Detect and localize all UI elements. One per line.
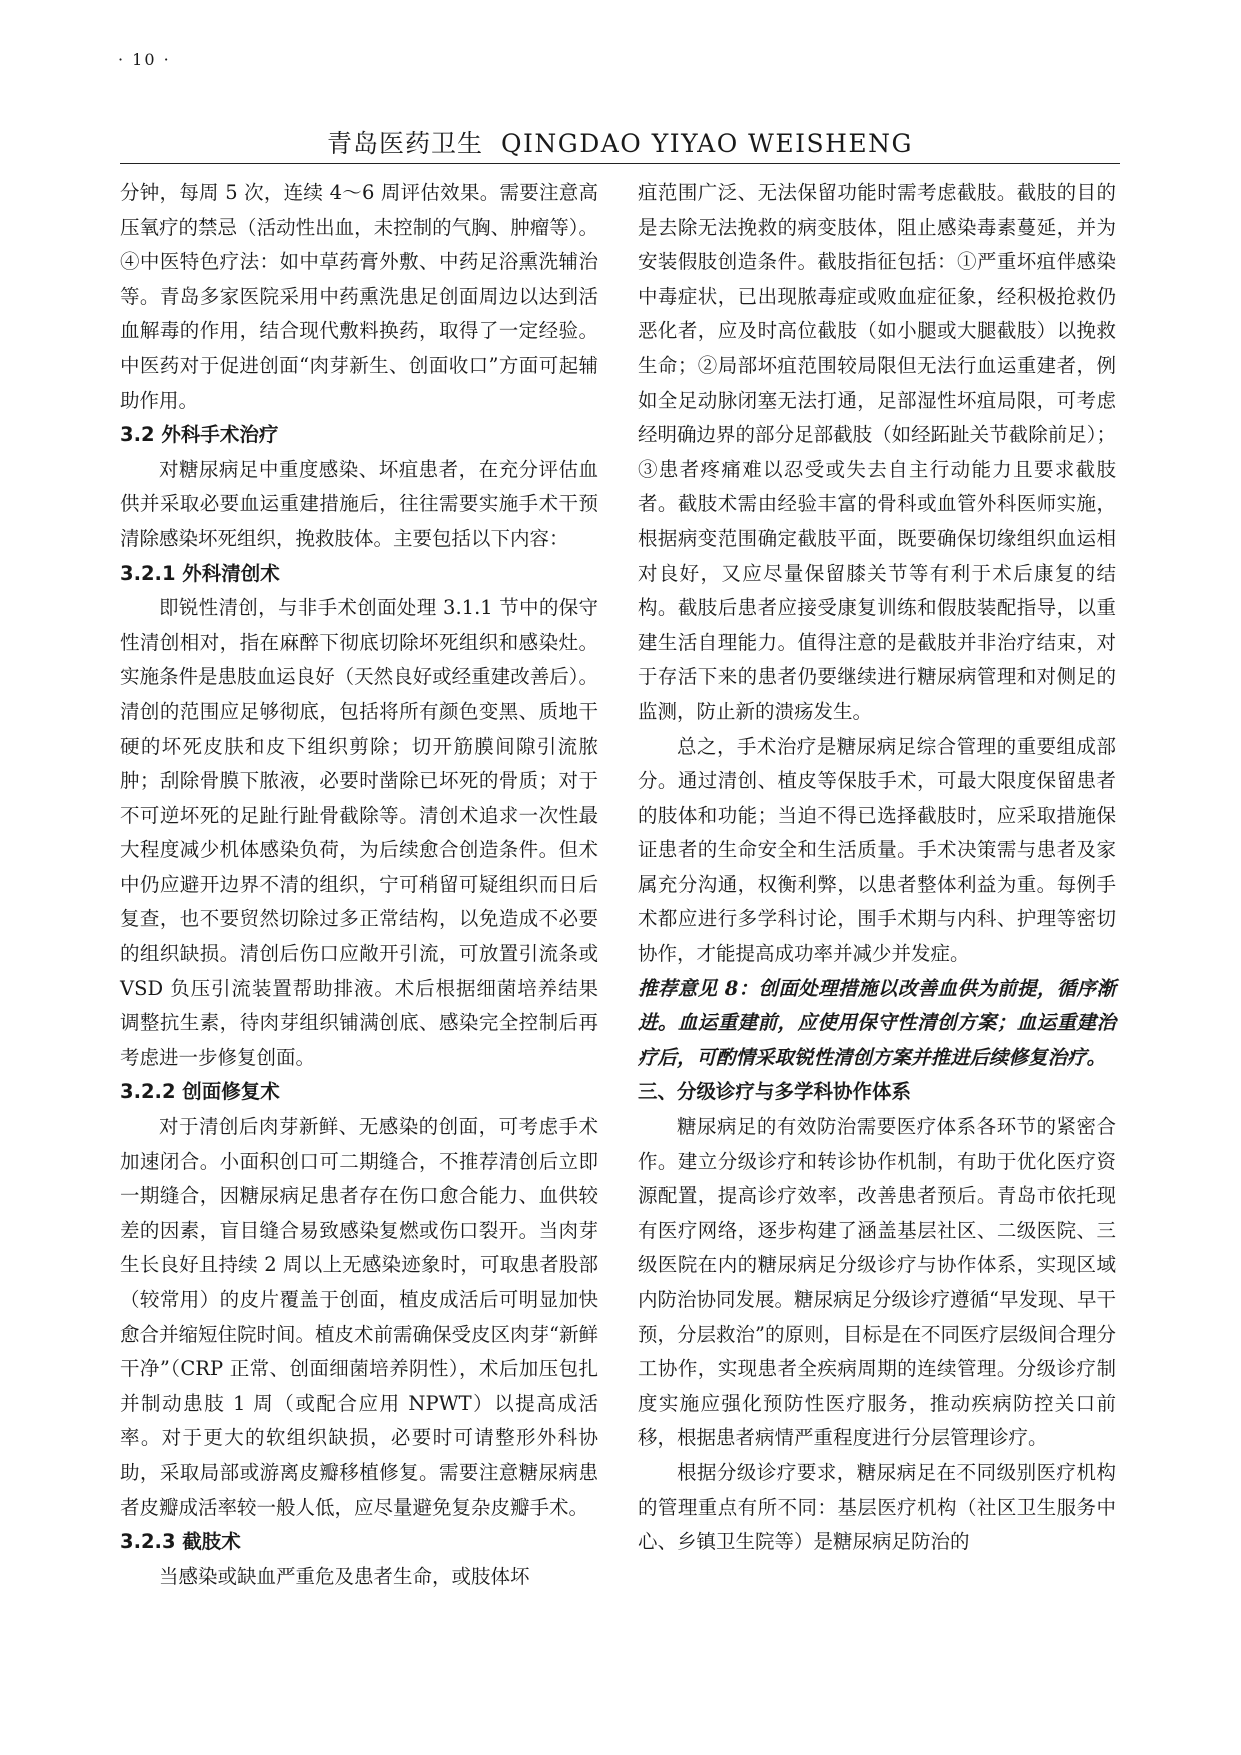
left-column [120, 176, 598, 1594]
right-column [638, 176, 1116, 1560]
paragraph: 对于清创后肉芽新鲜、无感染的创面，可考虑手术加速闭合。小面积创口可二期缝合，不推荐清创后立即一期缝合，因糖尿病足患者存在伤口愈合能力、血供较差的因素，盲目缝合易致感染复燃或伤口裂开。当肉芽生长良好且持续 2 周以上无感染迹象时，可取患者股部（较常用）的皮片覆盖于创面，植皮成活后可明显加快愈合并缩短住院时间。植皮术前需确保受皮区肉芽“新鲜干净”（CRP 正常、创面细菌培养阴性），术后加压包扎并制动患肢 1 周（或配合应用 NPWT）以提高成活率。对于更大的软组织缺损，必要时可请整形外科协助，采取局部或游离皮瓣移植修复。需要注意糖尿病患者皮瓣成活率较一般人低，应尽量避免复杂皮瓣手术。 [120, 1115, 598, 1519]
subsection-heading: 3.2.2 创面修复术 [120, 1080, 280, 1104]
paragraph: 疽范围广泛、无法保留功能时需考虑截肢。截肢的目的是去除无法挽救的病变肢体，阻止感染毒素蔓延，并为安装假肢创造条件。截肢指征包括：①严重坏疽伴感染中毒症状，已出现脓毒症或败血症征象，经积极抢救仍恶化者，应及时高位截肢（如小腿或大腿截肢）以挽救生命；②局部坏疽范围较局限但无法行血运重建者，例如全足动脉闭塞无法打通，足部湿性坏疽局限，可考虑经明确边界的部分足部截肢（如经跖趾关节截除前足）；③患者疼痛难以忍受或失去自主行动能力且要求截肢者。截肢术需由经验丰富的骨科或血管外科医师实施，根据病变范围确定截肢平面，既要确保切缘组织血运相对良好，又应尽量保留膝关节等有利于术后康复的结构。截肢后患者应接受康复训练和假肢装配指导，以重建生活自理能力。值得注意的是截肢并非治疗结束，对于存活下来的患者仍要继续进行糖尿病管理和对侧足的监测，防止新的溃疡发生。 [638, 181, 1116, 723]
subsection-heading: 3.2.1 外科清创术 [120, 561, 280, 585]
paragraph: 根据分级诊疗要求，糖尿病足在不同级别医疗机构的管理重点有所不同：基层医疗机构（社区卫生服务中心、乡镇卫生院等）是糖尿病足防治的 [638, 1460, 1116, 1554]
paragraph: 对糖尿病足中重度感染、坏疽患者，在充分评估血供并采取必要血运重建措施后，往往需要实施手术干预清除感染坏死组织，挽救肢体。主要包括以下内容： [120, 457, 598, 550]
section-heading: 三、分级诊疗与多学科协作体系 [638, 1080, 912, 1104]
header-rule [120, 163, 1120, 164]
section-heading: 3.2 外科手术治疗 [120, 423, 279, 447]
recommendation: 推荐意见 8：创面处理措施以改善血供为前提，循序渐进。血运重建前，应使用保守性清创方案；血运重建治疗后，可酌情采取锐性清创方案并推进后续修复治疗。 [638, 976, 1116, 1069]
paragraph: 当感染或缺血严重危及患者生命，或肢体坏 [159, 1564, 530, 1588]
journal-header [120, 124, 1120, 160]
paragraph: 即锐性清创，与非手术创面处理 3.1.1 节中的保守性清创相对，指在麻醉下彻底切除坏死组织和感染灶。实施条件是患肢血运良好（天然良好或经重建改善后）。清创的范围应足够彻底，包括将所有颜色变黑、质地干硬的坏死皮肤和皮下组织剪除；切开筋膜间隙引流脓肿；刮除骨膜下脓液，必要时凿除已坏死的骨质；对于不可逆坏死的足趾行趾骨截除等。清创术追求一次性最大程度减少机体感染负荷，为后续愈合创造条件。但术中仍应避开边界不清的组织，宁可稍留可疑组织而日后复查，也不要贸然切除过多正常结构，以免造成不必要的组织缺损。清创后伤口应敞开引流，可放置引流条或 VSD 负压引流装置帮助排液。术后根据细菌培养结果调整抗生素，待肉芽组织铺满创底、感染完全控制后再考虑进一步修复创面。 [120, 596, 598, 1069]
paragraph: 总之，手术治疗是糖尿病足综合管理的重要组成部分。通过清创、植皮等保肢手术，可最大限度保留患者的肢体和功能；当迫不得已选择截肢时，应采取措施保证患者的生命安全和生活质量。手术决策需与患者及家属充分沟通，权衡利弊，以患者整体利益为重。每例手术都应进行多学科讨论，围手术期与内科、护理等密切协作，才能提高成功率并减少并发症。 [638, 734, 1116, 966]
paragraph: 糖尿病足的有效防治需要医疗体系各环节的紧密合作。建立分级诊疗和转诊协作机制，有助于优化医疗资源配置，提高诊疗效率，改善患者预后。青岛市依托现有医疗网络，逐步构建了涵盖基层社区、二级医院、三级医院在内的糖尿病足分级诊疗与协作体系，实现区域内防治协同发展。糖尿病足分级诊疗遵循“早发现、早干预，分层救治”的原则，目标是在不同医疗层级间合理分工协作，实现患者全疾病周期的连续管理。分级诊疗制度实施应强化预防性医疗服务，推动疾病防控关口前移，根据患者病情严重程度进行分层管理诊疗。 [638, 1115, 1116, 1450]
journal-title-cn: 青岛医药卫生 [326, 129, 483, 158]
journal-title-en: QINGDAO YIYAO WEISHENG [500, 129, 914, 158]
subsection-heading: 3.2.3 截肢术 [120, 1530, 241, 1554]
page-number: · 10 · [118, 50, 171, 69]
paragraph: 分钟，每周 5 次，连续 4～6 周评估效果。需要注意高压氧疗的禁忌（活动性出血，未控制的气胸、肿瘤等）。④中医特色疗法：如中草药膏外敷、中药足浴熏洗辅治等。青岛多家医院采用中药熏洗患足创面周边以达到活血解毒的作用，结合现代敷料换药，取得了一定经验。中医药对于促进创面“肉芽新生、创面收口”方面可起辅助作用。 [120, 181, 598, 412]
